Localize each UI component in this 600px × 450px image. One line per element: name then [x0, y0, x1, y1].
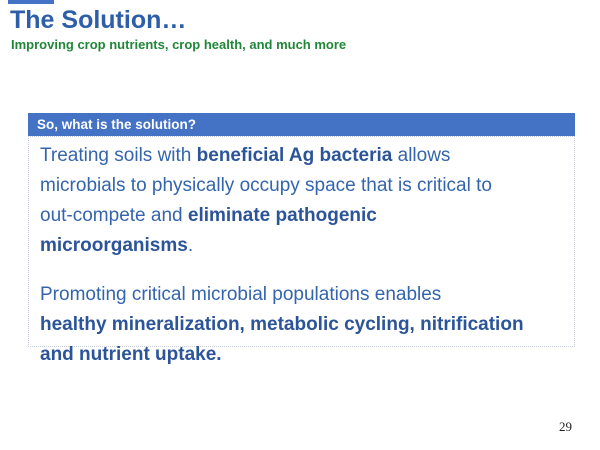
body-text-line	[40, 171, 570, 201]
body-text-segment: out-compete and	[40, 205, 188, 226]
body-paragraph	[40, 141, 570, 261]
body-text-segment: microbials to physically occupy space that is critical to	[40, 175, 492, 196]
body-text-line	[40, 141, 570, 171]
slide-subtitle: Improving crop nutrients, crop health, and much more	[11, 37, 347, 52]
body-text-line	[40, 310, 570, 340]
body-text-line	[40, 340, 570, 370]
body-text-line	[40, 231, 570, 261]
body-text-line	[40, 280, 570, 310]
body-text-segment: .	[187, 235, 194, 256]
solution-box-body	[40, 141, 570, 389]
body-text-bold-segment: microorganisms	[40, 235, 188, 256]
body-text-segment: Treating soils with	[40, 145, 197, 166]
body-paragraph	[40, 280, 570, 370]
body-text-bold-segment: healthy mineralization, metabolic cycling, nitrification	[40, 314, 524, 335]
body-text-segment: allows	[392, 145, 451, 166]
page-number: 29	[559, 419, 572, 434]
body-text-segment: Promoting critical microbial populations enables	[40, 284, 442, 305]
slide-title: The Solution…	[10, 6, 187, 34]
body-text-line	[40, 201, 570, 231]
body-text-bold-segment: eliminate pathogenic	[187, 205, 377, 226]
top-accent-bar	[8, 0, 54, 4]
body-text-bold-segment: beneficial Ag bacteria	[196, 145, 393, 166]
solution-box-header: So, what is the solution?	[28, 113, 575, 136]
body-text-bold-segment: and nutrient uptake.	[40, 344, 222, 365]
